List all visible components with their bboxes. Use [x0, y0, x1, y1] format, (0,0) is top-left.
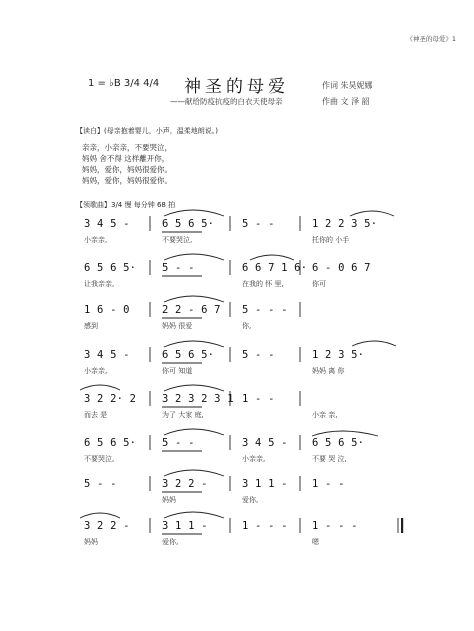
recitation-heading: 【读白】(母亲抱着婴儿，小声，温柔地朗说。)	[76, 127, 218, 135]
lyric-segment: 不要 哭 泣,	[312, 455, 347, 463]
lyric-segment: 小亲亲,	[84, 236, 108, 244]
lyric-segment: 小亲亲,	[84, 367, 108, 375]
final-bar-thick	[401, 518, 403, 533]
notation-measure: 6 - 0 6 7	[312, 262, 371, 274]
key-signature: 1 = ♭B 3/4 4/4	[88, 78, 160, 89]
notation-measure: 1 - - -	[312, 520, 358, 532]
notation-measure: 3 2 2 -	[84, 520, 130, 532]
lyric-segment: 小亲 亲,	[312, 411, 338, 419]
composer-credit: 作曲 文 泽 韶	[322, 97, 370, 106]
slur-arc	[352, 341, 396, 346]
lyric-segment: 你,	[242, 322, 252, 330]
notation-measure: 2 2 - 6 7	[162, 304, 221, 316]
notation-measure: 5 - -	[162, 437, 195, 449]
slur-arc	[164, 296, 224, 302]
lyric-segment: 不要哭泣,	[162, 236, 193, 244]
lyric-segment: 爱你,	[162, 538, 179, 546]
notation-measure: 6 5 6 5·	[84, 262, 137, 274]
notation-measure: 1 - -	[312, 478, 345, 490]
notation-measure: 6 5 6 5·	[312, 437, 365, 449]
slur-arc	[164, 341, 224, 347]
slur-arc	[164, 385, 224, 391]
slur-arc	[312, 431, 378, 436]
notation-measure: 5 - - -	[242, 304, 288, 316]
slur-arc	[164, 429, 224, 435]
lyric-segment: 为了 大家 庭,	[162, 411, 204, 419]
notation-measure: 1 2 2 3 5·	[312, 218, 378, 230]
recitation-line: 妈妈，爱你，妈妈很爱你。	[82, 165, 172, 174]
notation-measure: 6 5 6 5·	[84, 437, 137, 449]
lyric-segment: 不要哭泣,	[84, 455, 115, 463]
notation-measure: 6 6 7 1 6·	[242, 262, 308, 274]
slur-arc	[164, 210, 224, 216]
slur-arc	[164, 254, 224, 260]
notation-measure: 3 2 2 -	[162, 478, 208, 490]
notation-measure: 3 4 5 -	[84, 218, 130, 230]
lyric-segment: 在我的 怀 里,	[242, 280, 284, 288]
dedication-line: ——献给防疫抗疫的白衣天使母亲	[170, 97, 283, 106]
page-header: 《神圣的母爱》1	[406, 35, 456, 43]
singing-heading: 【领歌曲】3/4 慢 每分钟 68 拍	[76, 201, 176, 209]
notation-measure: 5 - -	[162, 262, 195, 274]
slur-arc	[350, 211, 394, 216]
recitation-line: 妈妈，爱你，妈妈很爱你。	[82, 176, 172, 185]
notation-measure: 5 - -	[242, 349, 275, 361]
lyric-segment: 让我亲亲,	[84, 280, 115, 288]
lyric-segment: 爱你,	[242, 496, 259, 504]
lyric-segment: 而去 是	[84, 411, 108, 419]
lyric-segment: 妈妈	[84, 538, 98, 546]
notation-measure: 3 4 5 -	[84, 349, 130, 361]
slur-arc	[80, 513, 120, 518]
lyric-segment: 嗯	[312, 538, 319, 546]
lyric-segment: 你可 知道	[162, 367, 193, 375]
recitation-line: 妈妈 舍不得 这样離开你，	[82, 154, 170, 163]
notation-measure: 3 2 3 2 3 1	[162, 393, 234, 405]
song-title: 神圣的母爱	[184, 77, 289, 97]
notation-measure: 3 1 1 -	[162, 520, 208, 532]
lyric-segment: 妈妈 离 你	[312, 367, 345, 375]
notation-measure: 6 5 6 5·	[162, 218, 215, 230]
slur-arc	[164, 470, 224, 476]
notation-measure: 5 - -	[242, 218, 275, 230]
notation-measure: 1 6 - 0	[84, 304, 130, 316]
lyric-segment: 你可	[312, 280, 326, 288]
notation-measure: 1 2 3 5·	[312, 349, 365, 361]
notation-measure: 3 2 2· 2	[84, 393, 137, 405]
lyric-segment: 小亲亲,	[242, 455, 266, 463]
notation-measure: 3 4 5 -	[242, 437, 288, 449]
lyric-segment: 感到	[84, 322, 98, 330]
lyricist-credit: 作词 朱昊妮娜	[322, 81, 373, 90]
lyric-segment: 托你的 小手	[312, 236, 350, 244]
lyric-segment: 妈妈 很爱	[162, 322, 193, 330]
notation-measure: 3 1 1 -	[242, 478, 288, 490]
slur-arc	[250, 255, 294, 260]
slur-arc	[164, 512, 224, 518]
recitation-line: 亲亲，小亲亲，不要哭泣，	[82, 143, 172, 152]
notation-measure: 1 - -	[242, 393, 275, 405]
notation-measure: 5 - -	[84, 478, 117, 490]
notation-measure: 6 5 6 5·	[162, 349, 215, 361]
lyric-segment: 妈妈	[162, 496, 176, 504]
notation-measure: 1 - - -	[242, 520, 288, 532]
slur-arc	[80, 385, 120, 390]
